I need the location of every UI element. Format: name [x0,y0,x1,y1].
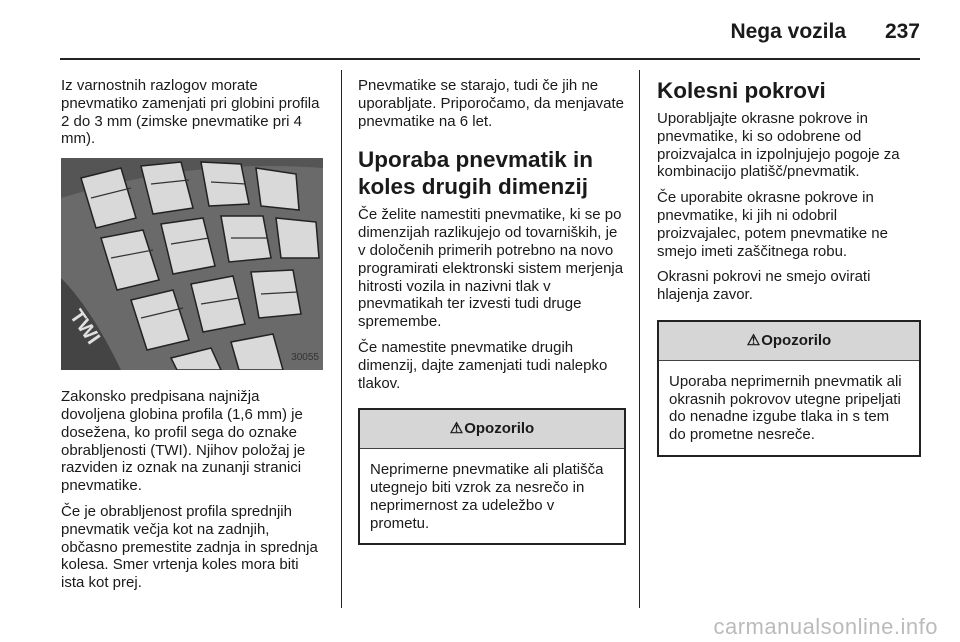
warning-triangle-icon: ⚠ [449,420,464,438]
section-title: Nega vozila [730,20,846,43]
twi-marking: TWI [64,305,105,349]
paragraph-twi: Zakonsko predpisana najnižja dovoljena globina profila (1,6 mm) je dosežena, ko profil sega do oznake obrabljenosti (TWI). Njihov položaj je razviden iz oznak na zunanji stranici pnevmatike. [61,388,306,495]
paragraph-rotation: Če je obrabljenost profila sprednjih pnevmatik večja kot na zadnjih, občasno premestite zadnja in sprednja kolesa. Smer vrtenja koles mora biti ista kot prej. [61,502,318,592]
paragraph-reprogram: Če želite namestiti pnevmatike, ki se po dimenzijah razlikujejo od tovarniških, je v določenih primerih potrebno na novo programirati elektronski sistem merjenja hitrosti vozila in nazivni tlak v pnevmatikah ter izvesti tudi druge spremembe. [358,206,624,331]
tire-tread-illustration [61,158,323,370]
warning-triangle-icon: ⚠ [746,331,761,349]
image-code: 30055 [291,352,319,364]
warning-box [657,320,921,457]
header-rule [60,58,920,60]
intro-paragraph: Iz varnostnih razlogov morate pnevmatiko zamenjati pri globini profila 2 do 3 mm (zimske pnevmatike pri 4 mm). [61,77,320,148]
warning-text: Uporaba neprimernih pnevmatik ali okrasnih pokrovov utegne pripeljati do nenadne izgube tlaka in s tem do prometne nesreče. [669,372,902,444]
heading-other-dimensions: Uporaba pnevmatik in koles drugih dimenzij [358,147,594,200]
heading-wheel-covers: Kolesni pokrovi [657,78,826,103]
warning-header [360,410,624,449]
warning-title: Opozorilo [464,420,535,438]
paragraph-aging: Pnevmatike se starajo, tudi če jih ne uporabljate. Priporočamo, da menjavate pnevmatike na 6 let. [358,77,624,130]
watermark: carmanualsonline.info [713,614,938,639]
paragraph-unapproved-covers: Če uporabite okrasne pokrove in pnevmatike, ki jih ni odobril proizvajalec, potem pnevmatike ne smejo imeti zaščitnega robu. [657,189,888,260]
warning-title: Opozorilo [761,331,832,349]
column-divider-2 [639,70,640,608]
column-divider-1 [341,70,342,608]
page-number: 237 [884,20,920,43]
warning-box [358,408,626,545]
page-header [0,0,960,60]
tire-tread-image [61,158,323,370]
warning-text: Neprimerne pnevmatike ali platišča utegnejo biti vzrok za nesrečo in neprimernost za udeležbo v prometu. [370,461,604,532]
paragraph-pressure-label: Če namestite pnevmatike drugih dimenzij, dajte zamenjati tudi nalepko tlakov. [358,338,608,392]
column-3 [657,77,921,457]
paragraph-brake-cooling: Okrasni pokrovi ne smejo ovirati hlajenja zavor. [657,268,871,304]
column-2 [358,77,626,545]
paragraph-approved-covers: Uporabljajte okrasne pokrove in pnevmatike, ki so odobrene od proizvajalca in izpolnjujejo pogoje za kombinacijo platišč/pnevmatik. [657,110,900,181]
column-1 [61,77,325,600]
warning-header [659,322,919,361]
